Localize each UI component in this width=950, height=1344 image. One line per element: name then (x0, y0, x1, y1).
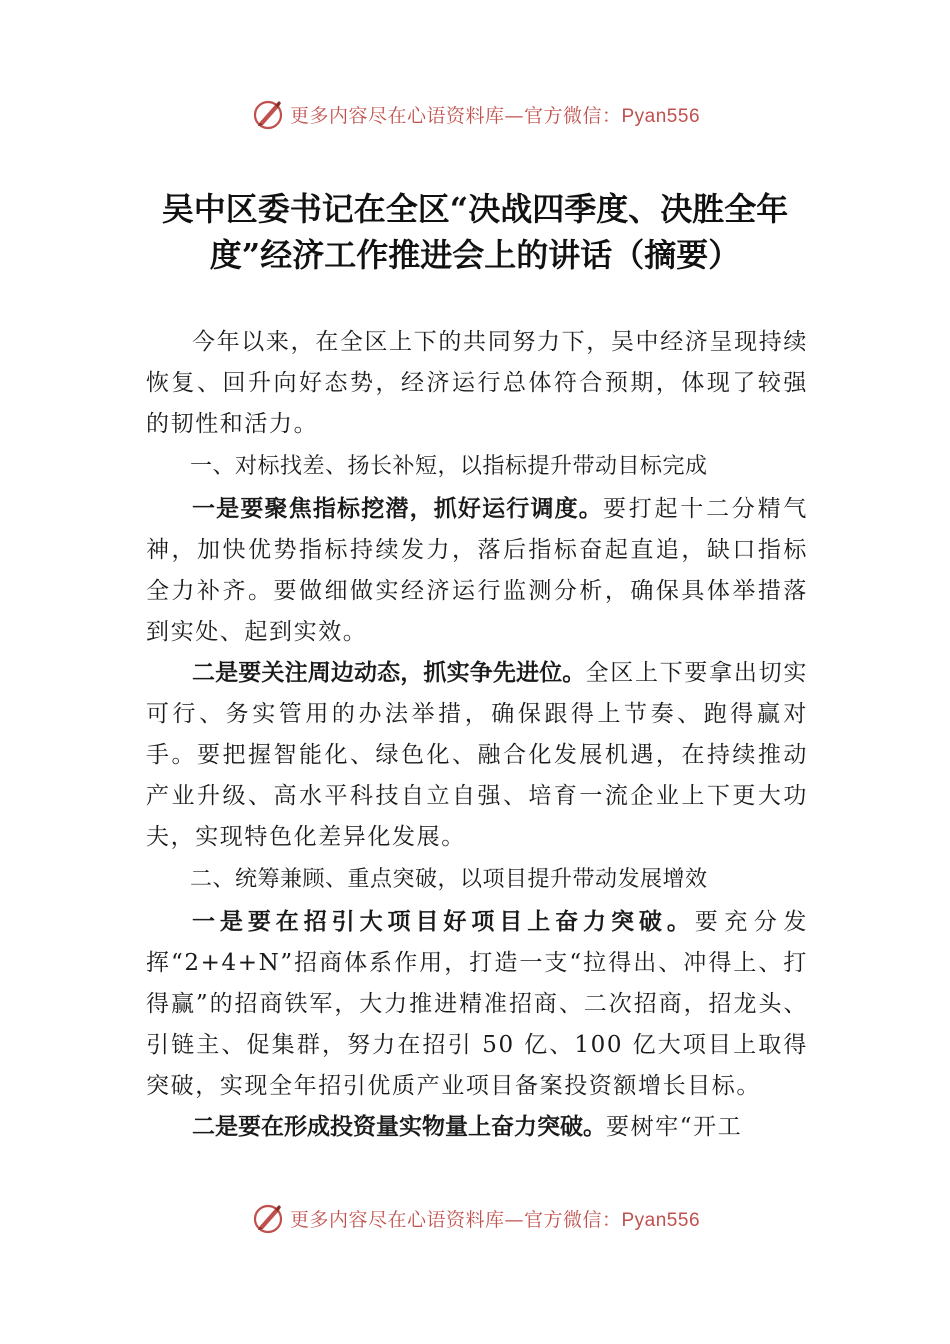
watermark-banner-content (250, 1200, 700, 1236)
section1-paragraph-1-lead: 一是要聚焦指标挖潜，抓好运行调度。 (192, 496, 603, 522)
watermark-dash: — (504, 104, 524, 127)
section2-paragraph-2 (146, 1107, 808, 1148)
watermark-wechat-id: Pyan556 (621, 1209, 701, 1231)
section2-paragraph-1 (146, 902, 808, 1107)
section-heading-1: 一、对标找差、扬长补短，以指标提升带动目标完成 (190, 454, 708, 479)
watermark-text (290, 101, 700, 128)
document-title: 吴中区委书记在全区“决战四季度、决胜全年度”经济工作推进会上的讲话（摘要） (161, 190, 789, 274)
section2-paragraph-2-body: 要树牢“开工 (606, 1114, 743, 1140)
section1-paragraph-1 (146, 489, 808, 653)
section1-paragraph-2 (146, 653, 808, 858)
section2-paragraph-2-lead: 二是要在形成投资量实物量上奋力突破。 (192, 1114, 606, 1140)
pen-logo-icon (250, 1200, 286, 1236)
section-heading-2: 二、统筹兼顾、重点突破，以项目提升带动发展增效 (190, 867, 708, 892)
watermark-banner-bottom (0, 1198, 950, 1238)
watermark-text (290, 1205, 700, 1232)
watermark-library-name: 更多内容尽在心语资料库 (289, 1208, 505, 1231)
section1-paragraph-1-body: 要打起十二分精气神，加快优势指标持续发力，落后指标奋起直追，缺口指标全力补齐。要做细做实经济运行监测分析，确保具体举措落到实处、起到实效。 (146, 496, 808, 645)
watermark-wechat-label: 官方微信： (523, 104, 622, 127)
section2-paragraph-1-body: 要充分发挥“2+4+N”招商体系作用，打造一支“拉得出、冲得上、打得赢”的招商铁军，大力推进精准招商、二次招商，招龙头、引链主、促集群，努力在招引 50 亿、100 亿大项目上取得突破，实现全年招引优质产业项目备案投资额增长目标。 (146, 909, 808, 1099)
intro-paragraph: 今年以来，在全区上下的共同努力下，吴中经济呈现持续恢复、回升向好态势，经济运行总体符合预期，体现了较强的韧性和活力。 (146, 329, 808, 437)
document-body (146, 322, 808, 1148)
watermark-banner-content (250, 96, 700, 132)
watermark-banner-top (0, 94, 950, 134)
watermark-library-name: 更多内容尽在心语资料库 (289, 104, 505, 127)
section1-paragraph-2-body: 全区上下要拿出切实可行、务实管用的办法举措，确保跟得上节奏、跑得赢对手。要把握智能化、绿色化、融合化发展机遇，在持续推动产业升级、高水平科技自立自强、培育一流企业上下更大功夫，实现特色化差异化发展。 (146, 660, 809, 850)
watermark-dash: — (504, 1208, 524, 1231)
watermark-wechat-label: 官方微信： (523, 1208, 622, 1231)
section2-paragraph-1-lead: 一是要在招引大项目好项目上奋力突破。 (192, 909, 695, 935)
section1-paragraph-2-lead: 二是要关注周边动态，抓实争先进位。 (192, 660, 586, 686)
pen-logo-icon (250, 96, 286, 132)
watermark-wechat-id: Pyan556 (621, 105, 701, 127)
